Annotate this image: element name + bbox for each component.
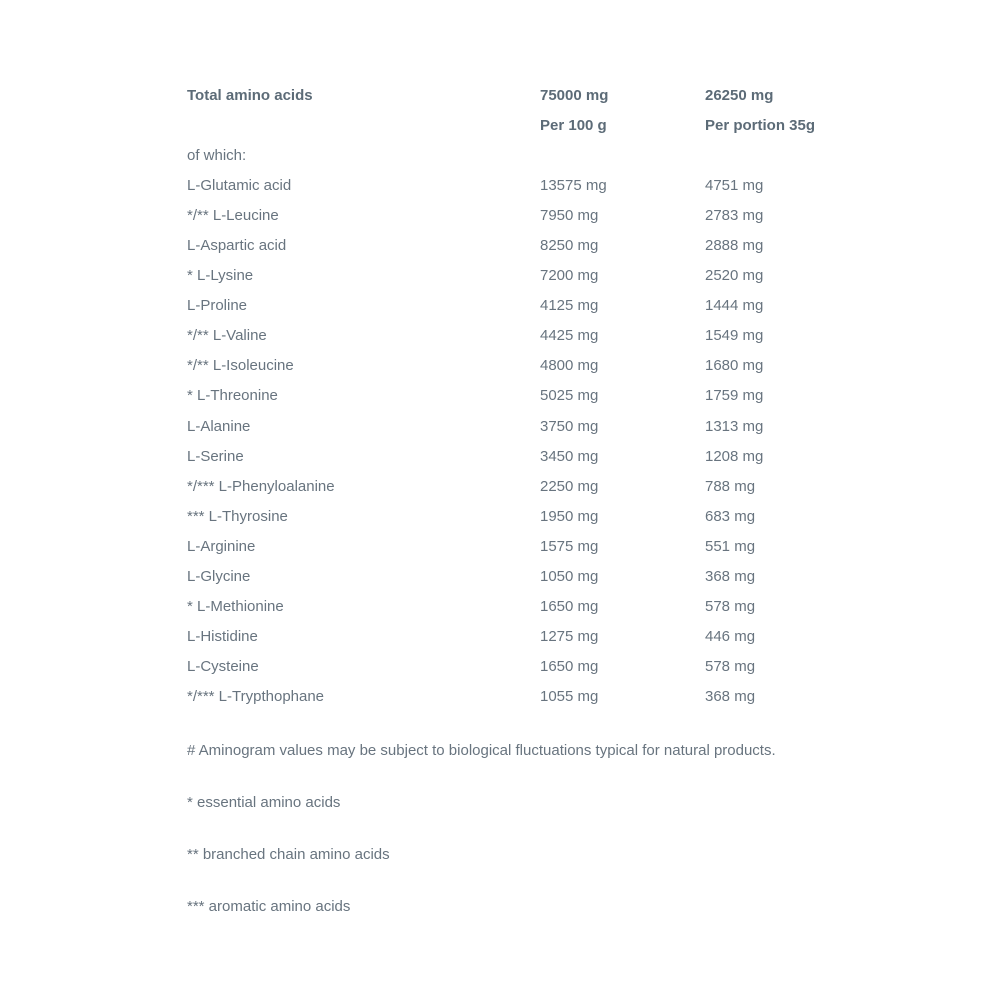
value-per-100g: 7950 mg [540,206,599,224]
value-per-100g: 1050 mg [540,568,599,586]
table-header-row [187,80,847,110]
footnote-branched-chain: ** branched chain amino acids [187,845,390,863]
value-per-portion: 4751 mg [705,176,764,194]
value-per-portion: 578 mg [705,598,756,616]
footnote-aromatic: *** aromatic amino acids [187,897,351,915]
amino-name: L-Serine [187,447,244,465]
value-per-100g: 7200 mg [540,267,599,285]
table-row [187,562,847,592]
value-per-portion: 1444 mg [705,297,764,315]
amino-name: L-Glycine [187,568,251,586]
table-row [187,321,847,351]
column-header-per-portion: Per portion 35g [705,116,816,134]
table-row [187,230,847,260]
table-row [187,441,847,471]
amino-name: L-Proline [187,297,248,315]
value-per-portion: 1680 mg [705,357,764,375]
table-row [187,411,847,441]
amino-name: L-Arginine [187,537,256,555]
table-row [187,652,847,682]
table-title: Total amino acids [187,86,313,104]
amino-name: L-Aspartic acid [187,237,287,255]
amino-name: L-Histidine [187,628,258,646]
value-per-100g: 3450 mg [540,447,599,465]
amino-name: */** L-Leucine [187,206,279,224]
value-per-portion: 788 mg [705,477,756,495]
value-per-100g: 4125 mg [540,297,599,315]
of-which-row [187,140,847,170]
table-row [187,592,847,622]
footnote-essential: * essential amino acids [187,793,341,811]
value-per-100g: 4425 mg [540,327,599,345]
value-per-100g: 5025 mg [540,387,599,405]
value-per-100g: 8250 mg [540,237,599,255]
value-per-100g: 3750 mg [540,417,599,435]
value-per-portion: 1759 mg [705,387,764,405]
value-per-100g: 1650 mg [540,658,599,676]
value-per-100g: 13575 mg [540,176,607,194]
value-per-100g: 1575 mg [540,537,599,555]
aminogram-disclaimer: # Aminogram values may be subject to biological fluctuations typical for natural products. [187,741,776,759]
amino-name: * L-Methionine [187,598,284,616]
amino-name: */** L-Isoleucine [187,357,294,375]
value-per-100g: 4800 mg [540,357,599,375]
total-per-100g: 75000 mg [540,86,609,104]
table-row [187,622,847,652]
value-per-portion: 1208 mg [705,447,764,465]
value-per-portion: 551 mg [705,537,756,555]
amino-name: L-Glutamic acid [187,176,292,194]
value-per-portion: 2520 mg [705,267,764,285]
value-per-100g: 2250 mg [540,477,599,495]
value-per-portion: 1313 mg [705,417,764,435]
value-per-portion: 683 mg [705,507,756,525]
amino-name: */*** L-Trypthophane [187,688,325,706]
amino-name: L-Cysteine [187,658,259,676]
table-row [187,501,847,531]
total-per-portion: 26250 mg [705,86,774,104]
table-row [187,170,847,200]
value-per-100g: 1950 mg [540,507,599,525]
value-per-portion: 1549 mg [705,327,764,345]
of-which-label: of which: [187,146,247,164]
value-per-100g: 1055 mg [540,688,599,706]
table-row [187,351,847,381]
value-per-100g: 1650 mg [540,598,599,616]
value-per-portion: 2888 mg [705,237,764,255]
amino-name: * L-Threonine [187,387,278,405]
amino-name: * L-Lysine [187,267,254,285]
value-per-100g: 1275 mg [540,628,599,646]
table-row [187,381,847,411]
table-row [187,261,847,291]
table-row [187,200,847,230]
value-per-portion: 368 mg [705,568,756,586]
amino-name: L-Alanine [187,417,251,435]
amino-name: */** L-Valine [187,327,267,345]
column-header-per-100g: Per 100 g [540,116,607,134]
value-per-portion: 578 mg [705,658,756,676]
amino-name: */*** L-Phenyloalanine [187,477,335,495]
table-row [187,682,847,712]
aminogram-section [187,80,847,922]
value-per-portion: 2783 mg [705,206,764,224]
table-row [187,291,847,321]
table-row [187,471,847,501]
amino-name: *** L-Thyrosine [187,507,288,525]
table-row [187,531,847,561]
column-header-row [187,110,847,140]
value-per-portion: 368 mg [705,688,756,706]
value-per-portion: 446 mg [705,628,756,646]
